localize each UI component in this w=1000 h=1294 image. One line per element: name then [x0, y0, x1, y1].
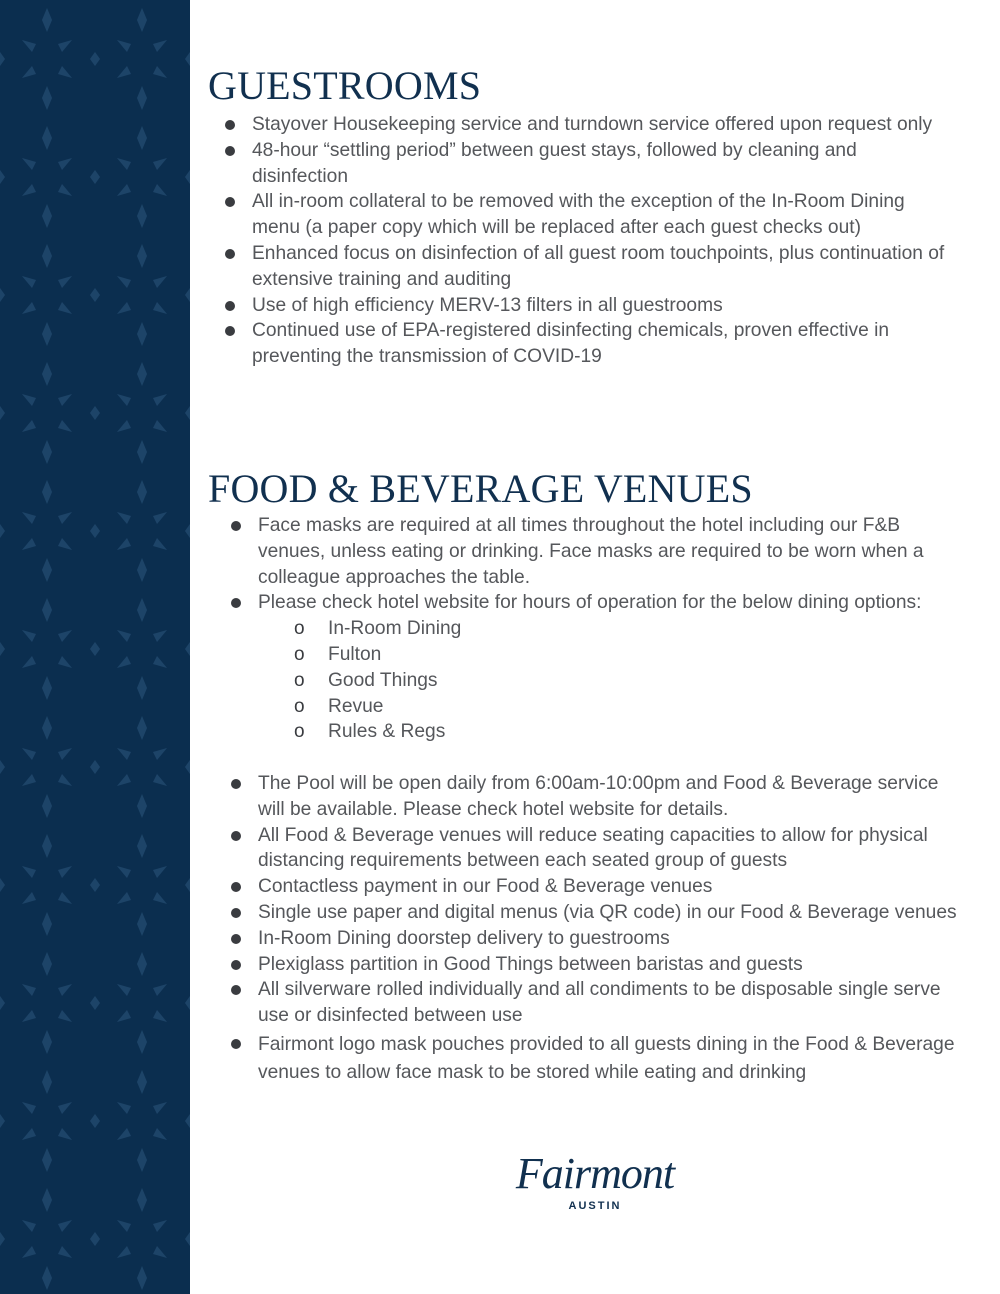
list-item: 48-hour “settling period” between guest stays, followed by cleaning and disinfection	[208, 138, 948, 190]
list-item: Face masks are required at all times throughout the hotel including our F&B venues, unless eating or drinking. Face masks are required to be worn when a colleague approaches the table.	[214, 513, 970, 590]
bullet-icon	[231, 882, 241, 892]
list-item: Stayover Housekeeping service and turndown service offered upon request only	[208, 112, 948, 138]
circle-bullet-icon: o	[294, 721, 305, 743]
circle-bullet-icon: o	[294, 669, 305, 691]
list-item: All silverware rolled individually and all condiments to be disposable single serve use or disinfected between use	[214, 977, 970, 1029]
circle-bullet-icon: o	[294, 695, 305, 717]
bullet-icon	[231, 1039, 241, 1049]
list-item: Fairmont logo mask pouches provided to all guests dining in the Food & Beverage venues to allow face mask to be stored while eating and drinking	[214, 1031, 970, 1087]
bullet-icon	[231, 779, 241, 789]
bullet-icon	[225, 249, 235, 259]
bullet-icon	[225, 326, 235, 336]
bullet-icon	[225, 301, 235, 311]
guestrooms-list	[208, 112, 948, 370]
guestrooms-title: GUESTROOMS	[208, 63, 482, 108]
list-item: Use of high efficiency MERV-13 filters in all guestrooms	[208, 293, 948, 319]
dining-options-list	[258, 616, 970, 745]
logo-wordmark: Fairmont	[515, 1149, 675, 1198]
bullet-icon	[231, 831, 241, 841]
fnb-list	[214, 513, 970, 1087]
fnb-title: FOOD & BEVERAGE VENUES	[208, 466, 753, 511]
dining-option: o Fulton	[258, 642, 970, 668]
list-item: All Food & Beverage venues will reduce seating capacities to allow for physical distancing requirements between each seated group of guests	[214, 823, 970, 875]
bullet-icon	[231, 985, 241, 995]
bullet-icon	[231, 521, 241, 531]
list-item: Single use paper and digital menus (via QR code) in our Food & Beverage venues	[214, 900, 970, 926]
list-item: Contactless payment in our Food & Beverage venues	[214, 874, 970, 900]
list-item: The Pool will be open daily from 6:00am-10:00pm and Food & Beverage service will be available. Please check hotel website for details.	[214, 771, 970, 823]
dining-option: o In-Room Dining	[258, 616, 970, 642]
decorative-sidebar	[0, 0, 190, 1294]
star-pattern-icon	[0, 0, 190, 1294]
logo-city: AUSTIN	[568, 1200, 622, 1212]
bullet-icon	[231, 934, 241, 944]
bullet-icon	[231, 598, 241, 608]
list-item: In-Room Dining doorstep delivery to guestrooms	[214, 926, 970, 952]
list-item: Continued use of EPA-registered disinfecting chemicals, proven effective in preventing the transmission of COVID-19	[208, 318, 948, 370]
fairmont-logo	[505, 1148, 685, 1212]
bullet-icon	[231, 908, 241, 918]
circle-bullet-icon: o	[294, 643, 305, 665]
circle-bullet-icon: o	[294, 618, 305, 640]
dining-option: o Good Things	[258, 668, 970, 694]
bullet-icon	[225, 197, 235, 207]
bullet-icon	[231, 960, 241, 970]
bullet-icon	[225, 146, 235, 156]
dining-option: o Rules & Regs	[258, 719, 970, 745]
list-item: All in-room collateral to be removed with the exception of the In-Room Dining menu (a paper copy which will be replaced after each guest checks out)	[208, 189, 948, 241]
list-item: Plexiglass partition in Good Things between baristas and guests	[214, 952, 970, 978]
dining-option: o Revue	[258, 694, 970, 720]
bullet-icon	[225, 120, 235, 130]
list-item: Enhanced focus on disinfection of all guest room touchpoints, plus continuation of extensive training and auditing	[208, 241, 948, 293]
list-item: Please check hotel website for hours of operation for the below dining options: o In-Room Dining o Fulton o Good Things o Revue o Rules & Regs	[214, 590, 970, 771]
